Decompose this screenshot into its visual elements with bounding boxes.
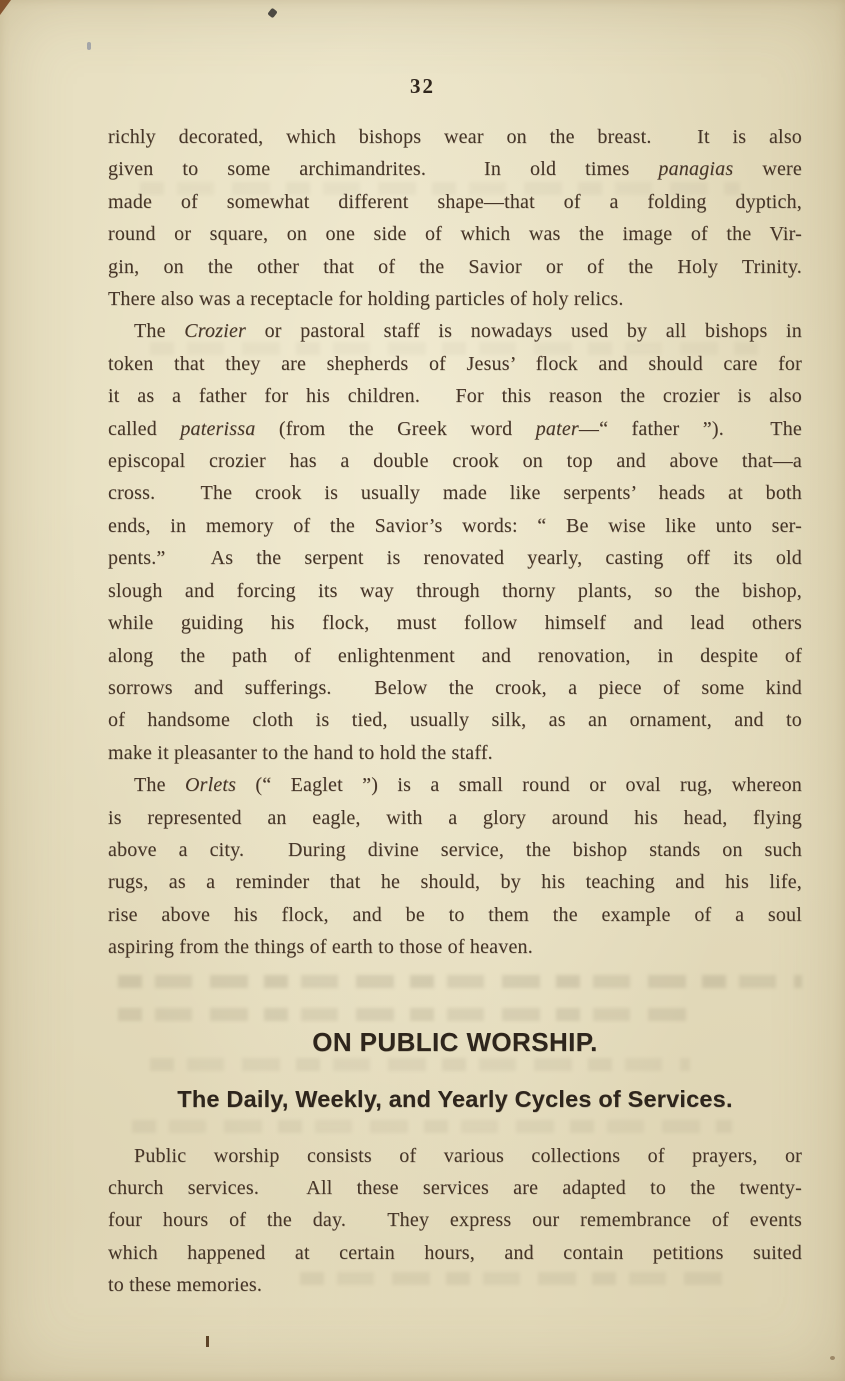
paragraph: [108, 1140, 802, 1302]
subsection-heading: The Daily, Weekly, and Yearly Cycles of Services.: [177, 1085, 733, 1112]
ink-speck: [267, 8, 277, 19]
page-number: 32: [410, 74, 435, 98]
text-line: to these memories.: [108, 1274, 263, 1297]
text-line: above a city. During divine service, the bishop stands on such: [108, 838, 802, 861]
text-line: round or square, on one side of which was the image of the Vir-: [108, 223, 802, 246]
text-line: There also was a receptacle for holding particles of holy relics.: [108, 288, 624, 311]
corner-scan-mark: [0, 0, 11, 15]
text-line: Public worship consists of various collections of prayers, or: [134, 1144, 802, 1167]
text-line: token that they are shepherds of Jesus’ flock and should care for: [108, 352, 802, 375]
ink-speck: [87, 42, 91, 50]
text-line: ends, in memory of the Savior’s words: “ Be wise like unto ser-: [108, 514, 802, 537]
text-line: church services. All these services are adapted to the twenty-: [108, 1176, 802, 1199]
text-line: made of somewhat different shape—that of a folding dyptich,: [108, 190, 802, 213]
text-line: of handsome cloth is tied, usually silk, as an ornament, and to: [108, 709, 802, 732]
text-line: gin, on the other that of the Savior or of the Holy Trinity.: [108, 255, 802, 278]
text-line: called paterissa (from the Greek word pater—“ father ”). The: [108, 417, 802, 440]
text-line: make it pleasanter to the hand to hold the staff.: [108, 741, 493, 764]
italic-term: Crozier: [184, 320, 247, 343]
paragraph: [108, 769, 802, 963]
ink-speck: [206, 1336, 209, 1347]
text-line: which happened at certain hours, and contain petitions suited: [108, 1241, 802, 1264]
paragraph: [108, 315, 802, 769]
text-line: aspiring from the things of earth to those of heaven.: [108, 936, 533, 959]
section-heading: ON PUBLIC WORSHIP.: [312, 1026, 598, 1057]
text-line: given to some archimandrites. In old times panagias were: [108, 158, 802, 181]
text-line: sorrows and sufferings. Below the crook, a piece of some kind: [108, 676, 802, 699]
text-line: while guiding his flock, must follow himself and lead others: [108, 612, 802, 635]
italic-term: paterissa: [180, 417, 256, 440]
text-line: pents.” As the serpent is renovated yearly, casting off its old: [108, 547, 802, 570]
text-line: episcopal crozier has a double crook on top and above that—a: [108, 450, 802, 473]
text-line: it as a father for his children. For this reason the crozier is also: [108, 385, 802, 408]
paragraph: [108, 121, 802, 315]
italic-term: Orlets: [184, 774, 237, 797]
italic-term: panagias: [658, 158, 734, 181]
text-line: The Orlets (“ Eaglet ”) is a small round or oval rug, whereon: [134, 774, 802, 797]
text-line: rugs, as a reminder that he should, by his teaching and his life,: [108, 871, 802, 894]
text-line: is represented an eagle, with a glory around his head, flying: [108, 806, 802, 829]
text-line: four hours of the day. They express our remembrance of events: [108, 1209, 802, 1232]
text-line: slough and forcing its way through thorny plants, so the bishop,: [108, 579, 802, 602]
ink-speck: [830, 1356, 835, 1360]
text-line: rise above his flock, and be to them the example of a soul: [108, 903, 802, 926]
text-line: The Crozier or pastoral staff is nowadays used by all bishops in: [134, 320, 802, 343]
italic-term: pater: [535, 417, 579, 440]
text-line: cross. The crook is usually made like serpents’ heads at both: [108, 482, 802, 505]
text-block: [108, 121, 802, 1302]
text-line: richly decorated, which bishops wear on the breast. It is also: [108, 126, 802, 148]
text-line: along the path of enlightenment and renovation, in despite of: [108, 644, 802, 667]
